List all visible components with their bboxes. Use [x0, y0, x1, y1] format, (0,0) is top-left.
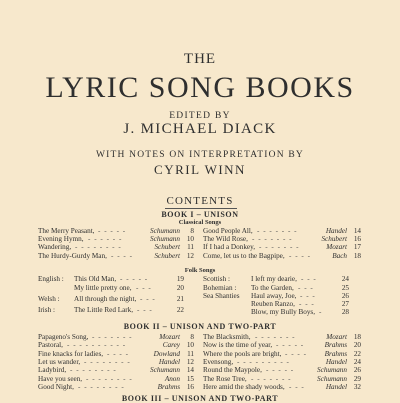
leader-dots: - - - - - - -	[251, 374, 292, 383]
song-title: Wandering,	[38, 243, 72, 252]
page-number: 16	[353, 235, 361, 244]
page-number: 8	[190, 333, 194, 341]
song-title: Blow, my Bully Boys,	[251, 308, 316, 316]
composer-name: Dowland	[153, 349, 180, 358]
edited-by-label: EDITED BY	[169, 111, 231, 121]
page-number: 11	[187, 243, 194, 252]
page-number: 19	[176, 275, 184, 283]
page-number: 28	[341, 308, 349, 316]
page-number: 24	[341, 275, 349, 283]
leader-dots: - - -	[137, 306, 153, 314]
book-2-song-entry	[203, 375, 361, 383]
song-title: This Old Man,	[74, 275, 117, 283]
classical-song-entry	[38, 243, 194, 251]
leader-dots: - - - - - - -	[255, 333, 296, 341]
leader-dots: - - - - - - - - -	[237, 357, 290, 366]
page-number: 18	[353, 333, 361, 341]
page-number: 17	[353, 243, 361, 252]
song-title: The Rose Tree,	[203, 374, 247, 383]
folk-song-entry	[203, 300, 349, 308]
page-number: 29	[353, 374, 361, 383]
song-title: The Blacksmith,	[203, 333, 251, 341]
book-2-song-entry	[38, 383, 194, 391]
book-2-song-entry	[203, 383, 361, 391]
page-title: LYRIC SONG BOOKS	[45, 71, 355, 104]
song-title: Evensong,	[203, 357, 234, 366]
composer-name: Mozart	[159, 333, 180, 341]
classical-song-entry	[203, 235, 361, 243]
composer-name: Schumann	[150, 227, 180, 235]
leader-dots: - - -	[289, 382, 305, 391]
song-title: Where the pools are bright,	[203, 349, 282, 358]
composer-name: Carey	[162, 341, 180, 350]
page-number: 25	[341, 284, 349, 292]
page-number: 22	[176, 306, 184, 314]
folk-songs-label: Folk Songs	[184, 267, 216, 274]
composer-name: Brahms	[324, 341, 347, 350]
composer-name: Schumann	[317, 374, 347, 383]
book-2-heading: BOOK II – UNISON AND TWO-PART	[123, 322, 277, 331]
book-2-song-entry	[38, 341, 194, 349]
page-number: 11	[187, 349, 194, 358]
folk-song-entry	[203, 284, 349, 292]
book-2-song-entry	[203, 366, 361, 374]
composer-name: Mozart	[326, 333, 347, 341]
classical-song-entry	[38, 235, 194, 243]
song-title: Now is the time of year,	[203, 341, 273, 350]
page-number: 10	[186, 235, 194, 244]
composer-name: Handel	[158, 357, 180, 366]
song-title: Good People All,	[203, 227, 253, 235]
book-2-song-entry	[203, 333, 361, 341]
origin-label: Sea Shanties	[203, 292, 240, 300]
song-title: If I had a Donkey,	[203, 243, 256, 252]
leader-dots: - - - - -	[276, 341, 305, 350]
song-title: Reuben Ranzo,	[251, 300, 295, 308]
origin-label: Scottish :	[203, 275, 230, 283]
page-number: 21	[176, 295, 184, 303]
leader-dots: - - - - -	[120, 275, 149, 283]
song-title: Here amid the shady woods,	[203, 382, 285, 391]
classical-song-entry	[38, 227, 194, 235]
folk-song-entry	[38, 306, 184, 314]
leader-dots: - - - - - - -	[92, 333, 133, 341]
song-title: Round the Maypole,	[203, 366, 262, 375]
song-title: Evening Hymn,	[38, 235, 84, 244]
page-number: 15	[186, 374, 194, 383]
composer-name: Mozart	[326, 243, 347, 252]
notes-by-label: WITH NOTES ON INTERPRETATION BY	[96, 150, 304, 160]
song-title: Let us wander,	[38, 357, 81, 366]
page-number: 22	[353, 349, 361, 358]
page-number: 26	[353, 366, 361, 375]
leader-dots: - - -	[136, 284, 152, 292]
composer-name: Schumann	[317, 366, 347, 375]
leader-dots: - - - - - - - -	[86, 374, 133, 383]
book-2-song-entry	[203, 350, 361, 358]
leader-dots: - - - - - - - -	[70, 366, 117, 375]
contents-heading: CONTENTS	[166, 195, 234, 207]
classical-song-entry	[203, 243, 361, 251]
classical-song-entry	[203, 252, 361, 260]
song-title: My little pretty one,	[74, 284, 132, 292]
origin-label: Irish :	[38, 306, 55, 314]
page-number: 10	[186, 341, 194, 350]
page-number: 24	[353, 357, 361, 366]
composer-name: Schubert	[154, 251, 180, 260]
leader-dots: - - - -	[285, 349, 307, 358]
book-2-song-entry	[203, 341, 361, 349]
folk-song-entry	[38, 275, 184, 283]
page-number: 14	[186, 366, 194, 375]
song-title: Have you seen,	[38, 374, 83, 383]
song-title: The Wild Rose,	[203, 235, 248, 244]
leader-dots: - - - - - - - -	[75, 243, 122, 252]
classical-song-entry	[203, 227, 361, 235]
song-title: Ladybird,	[38, 366, 67, 375]
folk-song-entry	[38, 284, 184, 292]
classical-songs-label: Classical Songs	[178, 219, 222, 226]
leader-dots: - - - - - - -	[257, 227, 298, 235]
contents-underline	[165, 208, 237, 209]
leader-dots: - - - - - - - -	[78, 382, 125, 391]
song-title: Good Night,	[38, 382, 74, 391]
classical-song-entry	[38, 252, 194, 260]
page-number: 27	[341, 300, 349, 308]
origin-label: Welsh :	[38, 295, 60, 303]
composer-name: Bach	[332, 251, 347, 260]
leader-dots: - - -	[301, 275, 317, 283]
song-title: Haul away, Joe,	[251, 292, 297, 300]
composer-name: Handel	[325, 382, 347, 391]
page-number: 18	[353, 251, 361, 260]
origin-label: English :	[38, 275, 64, 283]
leader-dots: - - - - - - - - - -	[67, 341, 127, 350]
leader-dots: - - -	[140, 295, 156, 303]
page-number: 32	[353, 382, 361, 391]
folk-song-entry	[203, 292, 349, 300]
composer-name: Handel	[325, 227, 347, 235]
page-number: 20	[353, 341, 361, 350]
page-number: 12	[186, 357, 194, 366]
folk-song-entry	[38, 295, 184, 303]
page-number: 26	[341, 292, 349, 300]
composer-name: Brahms	[157, 382, 180, 391]
book-2-song-entry	[38, 333, 194, 341]
folk-song-entry	[203, 275, 349, 283]
page-number: 8	[190, 227, 194, 235]
editor-name: J. MICHAEL DIACK	[123, 121, 277, 137]
song-title: All through the night,	[74, 295, 137, 303]
book-2-song-entry	[38, 375, 194, 383]
leader-dots: - - - - -	[98, 227, 127, 235]
song-title: Fine knacks for ladies,	[38, 349, 104, 358]
book-1-heading: BOOK I – UNISON	[161, 210, 239, 219]
leader-dots: - - - - - - -	[259, 243, 300, 252]
song-title: The Merry Peasant,	[38, 227, 95, 235]
leader-dots: - - - -	[107, 349, 129, 358]
song-title: Papageno's Song,	[38, 333, 89, 341]
title-article: THE	[183, 51, 217, 67]
folk-song-entry	[203, 308, 349, 316]
page-number: 20	[176, 284, 184, 292]
origin-label: Bohemian :	[203, 284, 237, 292]
book-2-song-entry	[38, 358, 194, 366]
song-title: Come, let us to the Bagpipe,	[203, 251, 285, 260]
composer-name: Schumann	[150, 366, 180, 375]
song-title: The Hurdy-Gurdy Man,	[38, 251, 107, 260]
composer-name: Handel	[325, 357, 347, 366]
composer-name: Schubert	[321, 235, 347, 244]
annotator-name: CYRIL WINN	[154, 162, 246, 177]
composer-name: Brahms	[324, 349, 347, 358]
book-2-song-entry	[203, 358, 361, 366]
book-2-song-entry	[38, 350, 194, 358]
leader-dots: - - -	[300, 292, 316, 300]
leader-dots: - - - -	[111, 251, 133, 260]
song-title: Pastoral,	[38, 341, 63, 350]
book-2-song-entry	[38, 366, 194, 374]
composer-name: Schumann	[150, 235, 180, 244]
leader-dots: - - -	[299, 300, 315, 308]
page-number: 14	[353, 227, 361, 235]
leader-dots: -	[319, 308, 323, 316]
book-3-heading: BOOK III – UNISON AND TWO-PART	[121, 394, 279, 403]
song-title: To the Garden,	[251, 284, 294, 292]
leader-dots: - - - - - -	[88, 235, 123, 244]
composer-name: Schubert	[154, 243, 180, 252]
leader-dots: - - -	[298, 284, 314, 292]
leader-dots: - - - - - - -	[252, 235, 293, 244]
song-title: The Little Red Lark,	[74, 306, 134, 314]
leader-dots: - - - - -	[266, 366, 295, 375]
leader-dots: - - - - - - - -	[84, 357, 131, 366]
composer-name: Anon	[164, 374, 180, 383]
leader-dots: - - - -	[289, 251, 311, 260]
page-number: 12	[186, 251, 194, 260]
song-title: I left my dearie,	[251, 275, 297, 283]
page-number: 16	[186, 382, 194, 391]
